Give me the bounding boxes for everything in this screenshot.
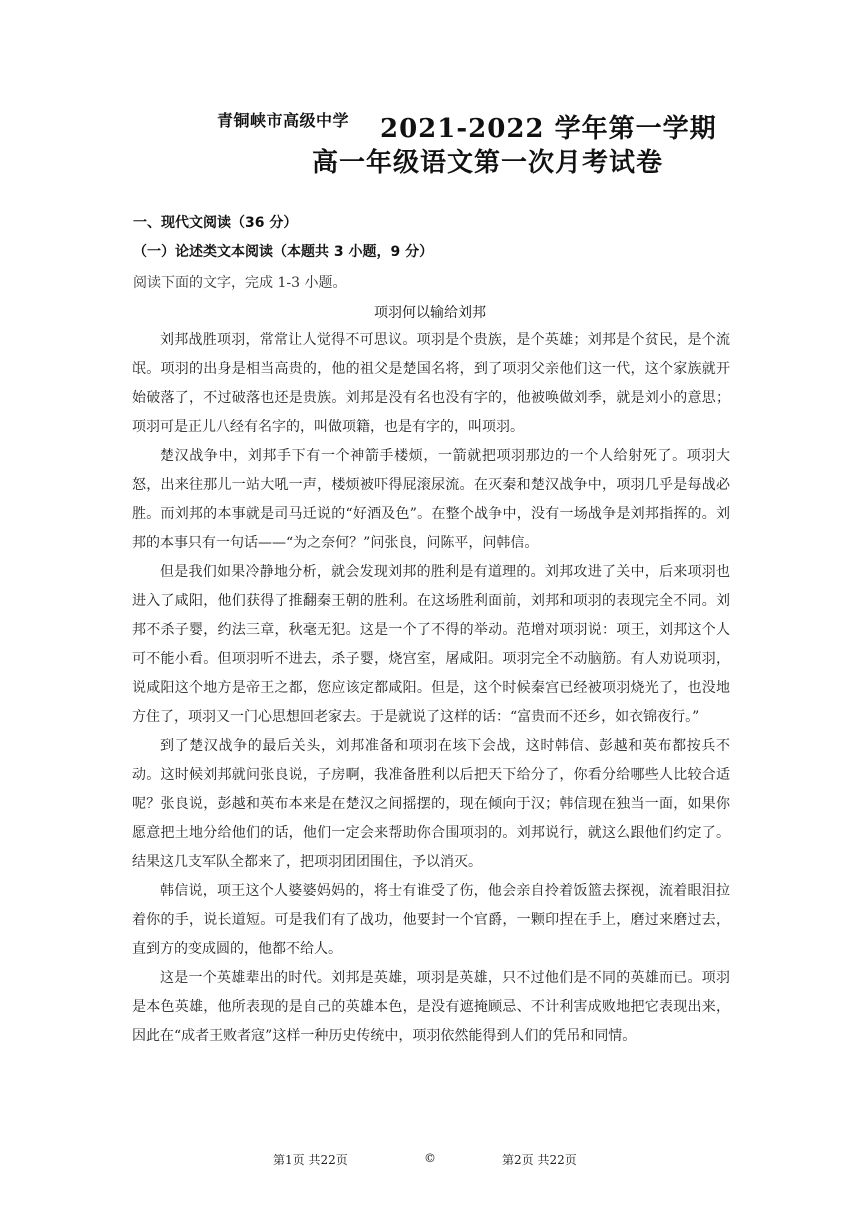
instruction-text: 阅读下面的文字，完成 1-3 小题。 [133,275,347,291]
exam-title-line2: 高一年级语文第一次月考试卷 [312,148,664,178]
article-paragraph: 到了楚汉战争的最后关头，刘邦准备和项羽在垓下会战，这时韩信、彭越和英布都按兵不动。这时候刘邦就问张良说，子房啊，我准备胜利以后把天下给分了，你看分给哪些人比较合适呢？张良说，彭越和英布本来是在楚汉之间摇摆的，现在倾向于汉；韩信现在独当一面，如果你愿意把土地分给他们的话，他们一定会来帮助你合围项羽的。刘邦说行，就这么跟他们约定了。结果这几支军队全都来了，把项羽团团围住，予以消灭。 [132,738,730,870]
article-body [132,326,730,1051]
exam-title-line1: 2021-2022 学年第一学期 [380,114,717,144]
article-paragraph: 这是一个英雄辈出的时代。刘邦是英雄，项羽是英雄，只不过他们是不同的英雄而已。项羽是本色英雄，他所表现的是自己的英雄本色，是没有遮掩顾忌、不计利害成败地把它表现出来，因此在“成者王败者寇”这样一种历史传统中，项羽依然能得到人们的凭吊和同情。 [132,970,730,1044]
subsection-heading: （一）论述类文本阅读（本题共 3 小题，9 分） [133,244,434,260]
article-paragraph: 刘邦战胜项羽，常常让人觉得不可思议。项羽是个贵族，是个英雄；刘邦是个贫民，是个流氓。项羽的出身是相当高贵的，他的祖父是楚国名将，到了项羽父亲他们这一代，这个家族就开始破落了，不过破落也还是贵族。刘邦是没有名也没有字的，他被唤做刘季，就是刘小的意思；项羽可是正儿八经有名字的，叫做项籍，也是有字的，叫项羽。 [132,332,730,435]
article-title: 项羽何以输给刘邦 [374,305,486,321]
article-paragraph: 韩信说，项王这个人婆婆妈妈的，将士有谁受了伤，他会亲自拎着饭篮去探视，流着眼泪拉着你的手，说长道短。可是我们有了战功，他要封一个官爵，一颗印捏在手上，磨过来磨过去，直到方的变成圆的，他都不给人。 [132,883,730,957]
article-paragraph: 楚汉战争中，刘邦手下有一个神箭手楼烦，一箭就把项羽那边的一个人给射死了。项羽大怒，出来往那儿一站大吼一声，楼烦被吓得屁滚尿流。在灭秦和楚汉战争中，项羽几乎是每战必胜。而刘邦的本事就是司马迁说的“好酒及色”。在整个战争中，没有一场战争是刘邦指挥的。刘邦的本事只有一句话——“为之奈何？”问张良，问陈平，问韩信。 [132,448,730,551]
article-paragraph: 但是我们如果冷静地分析，就会发现刘邦的胜利是有道理的。刘邦攻进了关中，后来项羽也进入了咸阳，他们获得了推翻秦王朝的胜利。在这场胜利面前，刘邦和项羽的表现完全不同。刘邦不杀子婴，约法三章，秋毫无犯。这是一个了不得的举动。范增对项羽说：项王，刘邦这个人可不能小看。但项羽听不进去，杀子婴，烧宫室，屠咸阳。项羽完全不动脑筋。有人劝说项羽，说咸阳这个地方是帝王之都，您应该定都咸阳。但是，这个时候秦宫已经被项羽烧光了，也没地方住了，项羽又一门心思想回老家去。于是就说了这样的话：“富贵而不还乡，如衣锦夜行。” [132,564,730,725]
copyright-mark: © [424,1151,436,1165]
page-number-left: 第1页 共22页 [273,1153,348,1167]
section-heading: 一、现代文阅读（36 分） [133,215,298,231]
school-name: 青铜峡市高级中学 [217,111,350,130]
page-number-right: 第2页 共22页 [502,1153,577,1167]
